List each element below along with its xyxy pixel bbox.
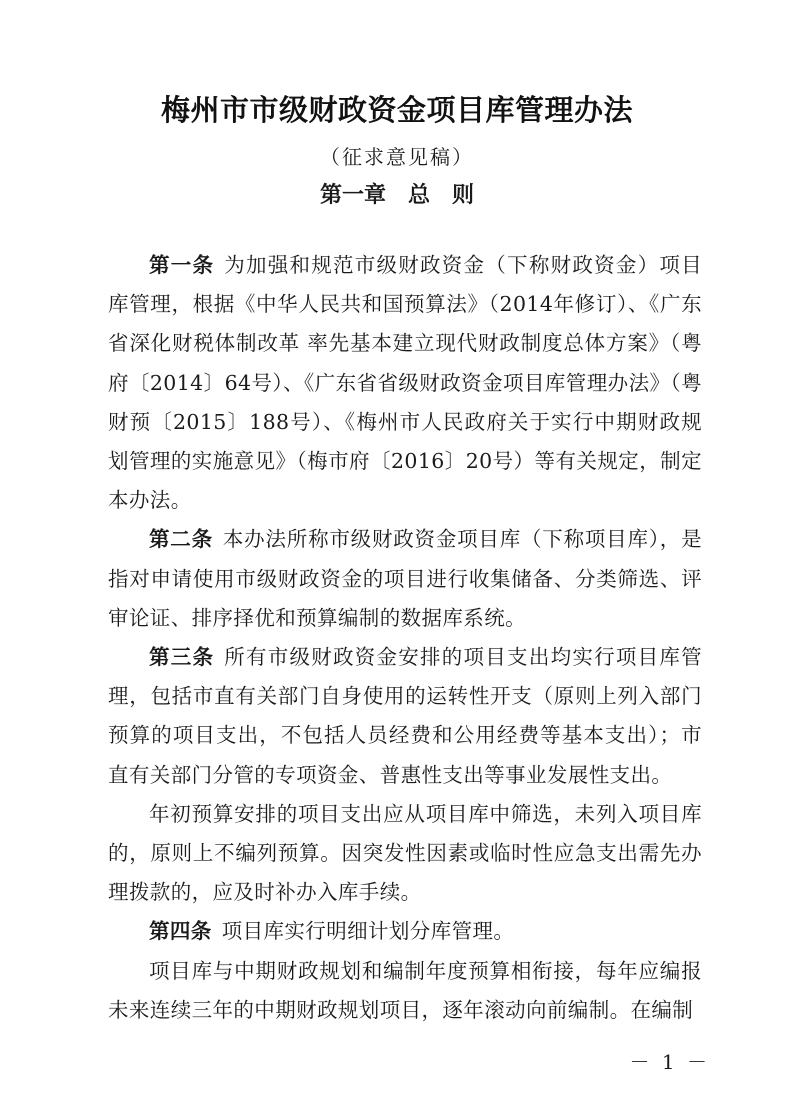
document-title: 梅州市市级财政资金项目库管理办法	[160, 93, 633, 127]
paragraph-text: 项目库与中期财政规划和编制年度预算相衔接，每年应编报未来连续三年的中期财政规划项目，逐年滚动向前编制。在编制	[108, 958, 702, 1022]
article-3-paragraph	[108, 638, 702, 795]
article-1-paragraph	[108, 246, 702, 520]
paragraph-text: 年初预算安排的项目支出应从项目库中筛选，未列入项目库的，原则上不编列预算。因突发性因素或临时性应急支出需先办理拨款的，应及时补办入库手续。	[108, 801, 702, 905]
article-text: 所有市级财政资金安排的项目支出均实行项目库管理，包括市直有关部门自身使用的运转性开支（原则上列入部门预算的项目支出，不包括人员经费和公用经费等基本支出）；市直有关部门分管的专项资金、普惠性支出等事业发展性支出。	[108, 645, 702, 787]
article-label: 第四条	[149, 919, 212, 944]
article-4-continuation	[108, 952, 702, 1030]
article-text: 项目库实行明细计划分库管理。	[221, 919, 515, 944]
article-label: 第一条	[149, 253, 215, 277]
article-label: 第二条	[149, 527, 213, 552]
article-label: 第三条	[149, 645, 215, 670]
article-4-paragraph	[108, 912, 702, 951]
article-2-paragraph	[108, 520, 702, 638]
article-text: 本办法所称市级财政资金项目库（下称项目库），是指对申请使用市级财政资金的项目进行收集储备、分类筛选、评审论证、排序择优和预算编制的数据库系统。	[108, 527, 703, 630]
document-subtitle: （征求意见稿）	[320, 145, 474, 169]
chapter-heading: 第一章 总 则	[319, 183, 474, 208]
document-body	[108, 246, 702, 1030]
page-number: － 1 －	[629, 1050, 710, 1074]
article-3-continuation	[108, 795, 702, 913]
article-text: 为加强和规范市级财政资金（下称财政资金）项目库管理，根据《中华人民共和国预算法》（2014年修订）、《广东省深化财税体制改革 率先基本建立现代财政制度总体方案》（粤府〔2014〕64号）、《广东省省级财政资金项目库管理办法》（粤财预〔2015〕188号）、《梅州市人民政府关于实行中期财政规划管理的实施意见》（梅市府〔2016〕20号）等有关规定，制定本办法。	[108, 253, 702, 513]
